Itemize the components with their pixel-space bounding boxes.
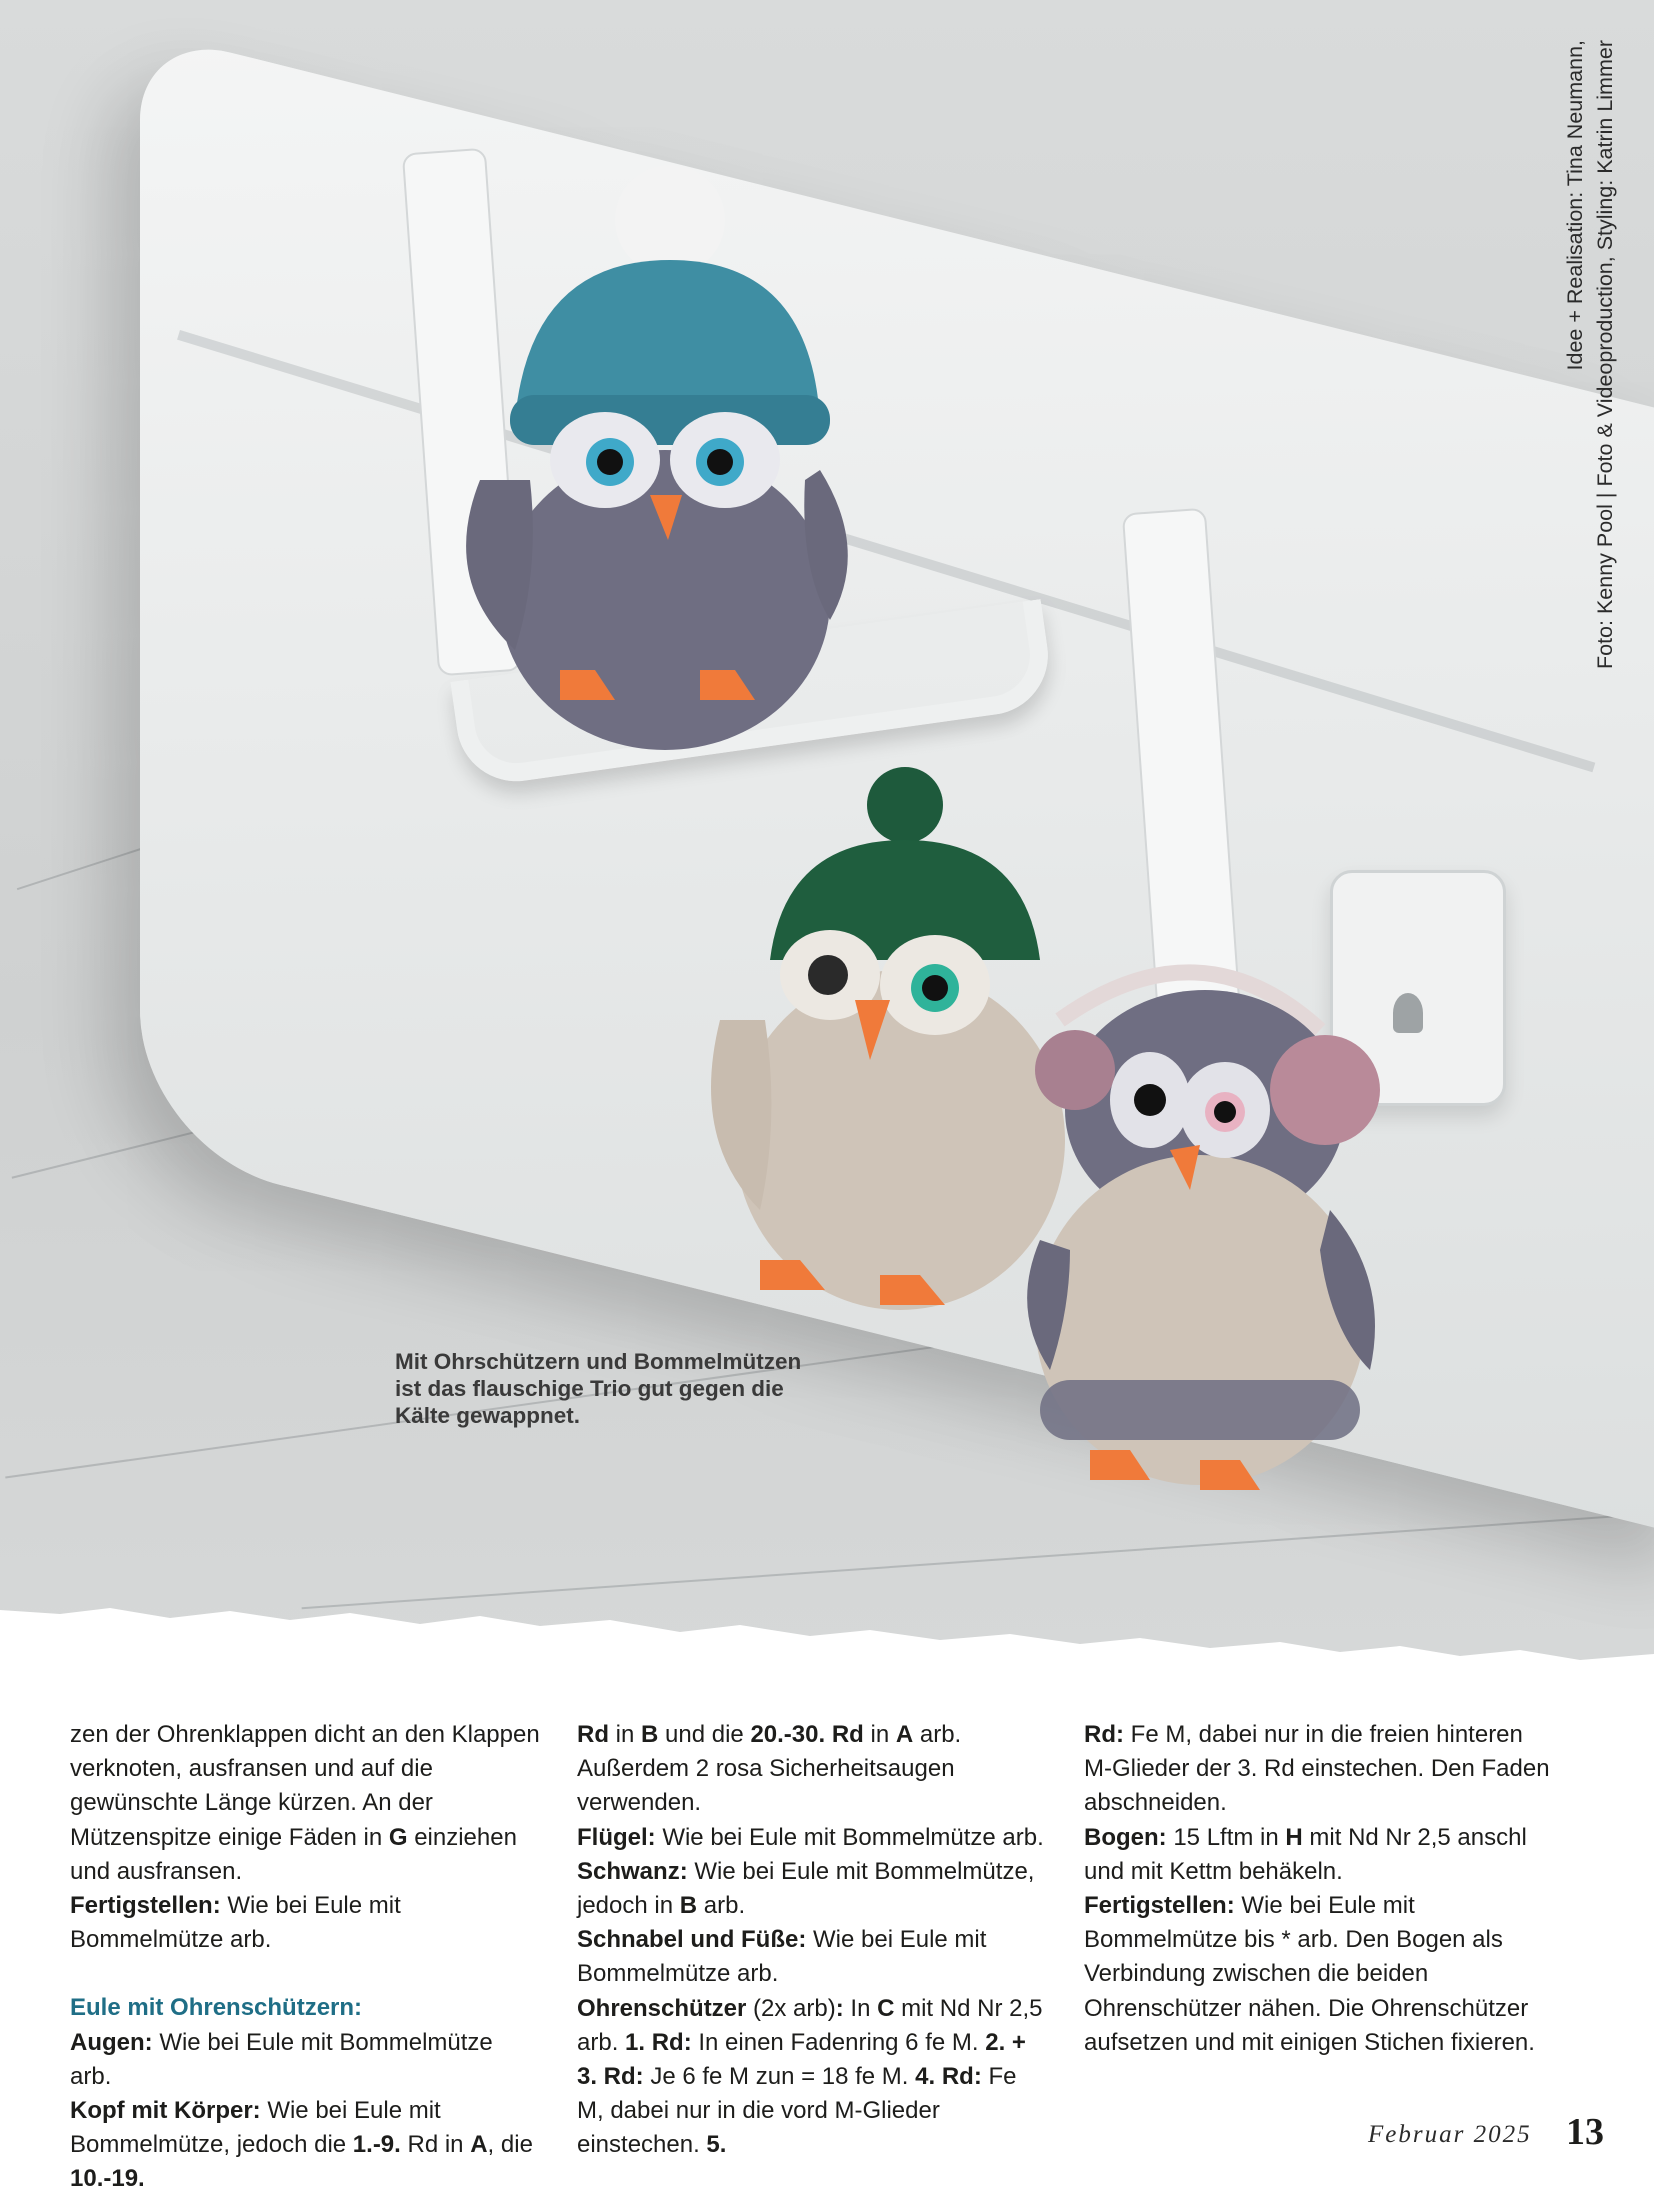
paragraph-rd5: Rd: Fe M, dabei nur in die freien hinteren M-Glieder der 3. Rd einstechen. Den Faden abschneiden. — [1084, 1721, 1550, 1817]
paragraph-fertigstellen-2: Fertigstellen: Wie bei Eule mit Bommelmütze bis * arb. Den Bogen als Verbindung zwischen die beiden Ohrenschützer nähen. Die Ohrenschützer aufsetzen und mit einigen Stichen fixieren. — [1084, 1892, 1535, 2056]
footer-month: Februar 2025 — [1368, 2121, 1532, 2148]
text-column-2 — [577, 1718, 1047, 2163]
text-column-3 — [1084, 1718, 1554, 2060]
paragraph-ohrenschuetzer: Ohrenschützer (2x arb): In C mit Nd Nr 2,5 arb. 1. Rd: In einen Fadenring 6 fe M. 2. + 3. Rd: Je 6 fe M zun = 18 fe M. 4. Rd: Fe M, dabei nur in die vord M-Glieder einstechen. 5. — [577, 1994, 1043, 2159]
page-number: 13 — [1566, 2111, 1604, 2153]
paragraph-kopf: Kopf mit Körper: Wie bei Eule mit Bommelmütze, jedoch die 1.-9. Rd in A, die 10.-19. — [70, 2097, 533, 2193]
torn-paper-edge — [0, 1580, 1654, 1680]
photo-credit: Idee + Realisation: Tina Neumann, Foto: Kenny Pool | Foto & Videoproduction, Styling: Katrin Limmer — [1563, 40, 1617, 670]
paragraph-fertigstellen: Fertigstellen: Wie bei Eule mit Bommelmütze arb. — [70, 1892, 401, 1954]
paragraph-schwanz: Schwanz: Wie bei Eule mit Bommelmütze, jedoch in B arb. — [577, 1857, 1035, 1920]
paragraph-bogen: Bogen: 15 Lftm in H mit Nd Nr 2,5 anschl und mit Kettm behäkeln. — [1084, 1823, 1527, 1885]
paragraph-fluegel: Flügel: Wie bei Eule mit Bommelmütze arb. — [577, 1823, 1044, 1851]
owl-earmuffs — [1000, 950, 1400, 1510]
paragraph-augen: Augen: Wie bei Eule mit Bommelmütze arb. — [70, 2028, 493, 2090]
paragraph-schnabel: Schnabel und Füße: Wie bei Eule mit Bommelmütze arb. — [577, 1926, 987, 1988]
paragraph-rd: Rd in B und die 20.-30. Rd in A arb. Außerdem 2 rosa Sicherheitsaugen verwenden. — [577, 1721, 962, 1817]
photo-caption: Mit Ohrschützern und Bommelmützen ist das flauschige Trio gut gegen die Kälte gewappnet. — [395, 1349, 802, 1428]
text-column-1 — [70, 1718, 540, 2197]
owl-blue-hat — [420, 150, 880, 750]
paragraph-ohrenklappen: zen der Ohrenklappen dicht an den Klappen verknoten, ausfransen und auf die gewünschte Länge kürzen. An der Mützenspitze einige Fäden in G einziehen und ausfransen. — [70, 1721, 540, 1885]
section-heading: Eule mit Ohrenschützern: — [70, 1994, 363, 2022]
